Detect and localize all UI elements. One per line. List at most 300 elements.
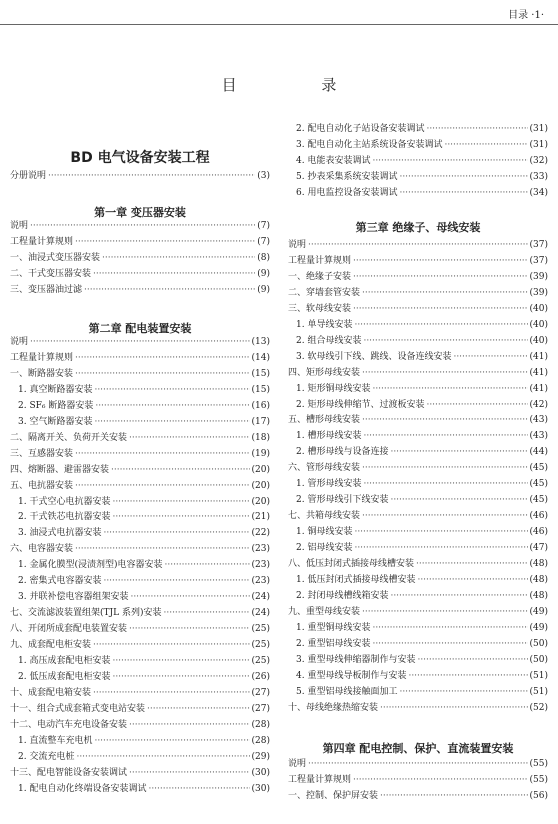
toc-page-number: (15) — [251, 368, 270, 379]
toc-page-number: (28) — [251, 719, 270, 730]
toc-entry-label: 3. 配电自动化主站系统设备安装调试 — [296, 139, 443, 150]
toc-page-number: (51) — [529, 686, 548, 697]
toc-entry-label: 九、成套配电柜安装 — [10, 640, 92, 651]
dot-leader — [30, 222, 255, 231]
toc-entry[interactable] — [10, 622, 270, 637]
toc-page-number: (40) — [529, 335, 548, 346]
toc-entry-label: 2. 低压成套配电柜安装 — [18, 671, 111, 682]
toc-entry-label: 四、矩形母线安装 — [288, 367, 361, 378]
toc-entry[interactable] — [288, 413, 548, 428]
dot-leader — [362, 369, 528, 378]
toc-entry-label: 二、隔离开关、负荷开关安装 — [10, 432, 128, 443]
toc-page-number: (7) — [257, 236, 270, 247]
toc-entry-label: 2. 密集式电容器安装 — [18, 576, 102, 587]
dot-leader — [363, 337, 527, 346]
dot-leader — [111, 466, 250, 475]
toc-entry-label: 2. SF₆ 断路器安装 — [18, 400, 94, 411]
toc-entry[interactable] — [10, 463, 270, 478]
toc-entry-label: 一、控制、保护屏安装 — [288, 790, 379, 801]
dot-leader — [354, 528, 527, 537]
toc-page-number: (45) — [529, 463, 548, 474]
toc-entry[interactable] — [288, 350, 548, 365]
toc-entry[interactable] — [288, 541, 548, 556]
toc-page-number: (46) — [529, 527, 548, 538]
toc-entry[interactable] — [10, 169, 270, 184]
dot-leader — [362, 512, 528, 521]
dot-leader — [129, 721, 250, 730]
dot-leader — [103, 577, 249, 586]
toc-entry[interactable] — [10, 574, 270, 589]
toc-page-number: (43) — [529, 415, 548, 426]
toc-entry[interactable] — [288, 122, 548, 137]
toc-entry-label: 1. 矩形铜母线安装 — [296, 383, 371, 394]
toc-page-number: (46) — [529, 511, 548, 522]
toc-entry-label: 2. 槽形母线与设备连接 — [296, 447, 389, 458]
toc-entry[interactable] — [10, 351, 270, 366]
toc-entry[interactable] — [288, 429, 548, 444]
toc-entry[interactable] — [288, 270, 548, 285]
toc-page-number: (51) — [529, 670, 548, 681]
toc-entry[interactable] — [288, 621, 548, 636]
dot-leader — [362, 289, 528, 298]
dot-leader — [94, 737, 249, 746]
toc-entry-label: 1. 低压封闭式插接母线槽安装 — [296, 574, 416, 585]
toc-entry-label: 2. 封闭母线槽线箱安装 — [296, 590, 389, 601]
toc-entry-label: 十、母线绝缘热缩安装 — [288, 702, 379, 713]
toc-page-number: (41) — [529, 383, 548, 394]
toc-page-number: (33) — [529, 171, 548, 182]
toc-entry-label: 九、重型母线安装 — [288, 606, 361, 617]
dot-leader — [112, 498, 249, 507]
toc-entry-label: 四、熔断器、避雷器安装 — [10, 464, 110, 475]
dot-leader — [75, 370, 250, 379]
dot-leader — [363, 432, 527, 441]
dot-leader — [390, 592, 527, 601]
toc-entry-label: 一、断路器安装 — [10, 368, 74, 379]
toc-page-number: (39) — [529, 271, 548, 282]
toc-page-number: (25) — [251, 656, 270, 666]
toc-entry-label: 八、开闭所成套配电装置安装 — [10, 624, 128, 635]
toc-page-number: (27) — [251, 687, 270, 698]
toc-page-number: (24) — [251, 608, 270, 619]
toc-entry-label: 分册说明 — [10, 171, 47, 181]
toc-page-number: (27) — [251, 703, 270, 714]
toc-entry[interactable] — [288, 557, 548, 572]
toc-entry[interactable] — [10, 251, 270, 266]
toc-page-number: (17) — [251, 416, 270, 427]
toc-page-number: (31) — [529, 124, 548, 134]
header-rule — [0, 24, 558, 25]
toc-entry-label: 3. 重型母线伸缩器制作与安装 — [296, 654, 416, 665]
dot-leader — [164, 561, 249, 570]
toc-entry-label: 2. 配电自动化子站设备安装调试 — [296, 124, 425, 134]
dot-leader — [380, 704, 528, 713]
dot-leader — [390, 448, 527, 457]
dot-leader — [399, 189, 527, 198]
toc-entry-label: 1. 管形母线安装 — [296, 479, 362, 490]
toc-entry[interactable] — [288, 589, 548, 604]
toc-entry-label: 1. 高压成套配电柜安装 — [18, 656, 111, 666]
toc-page-number: (43) — [529, 431, 548, 442]
dot-leader — [363, 480, 527, 489]
toc-entry[interactable] — [288, 605, 548, 620]
toc-entry[interactable] — [10, 590, 270, 605]
dot-leader — [308, 760, 528, 769]
toc-page-number: (55) — [529, 759, 548, 769]
dot-leader — [93, 641, 250, 650]
toc-entry-label: 4. 重型母线导板制作与安装 — [296, 670, 407, 681]
toc-page-number: (23) — [251, 544, 270, 555]
dot-leader — [30, 338, 250, 347]
dot-leader — [426, 125, 527, 134]
toc-page-number: (30) — [251, 767, 270, 778]
page-title: 目 录 — [221, 76, 377, 94]
toc-page-number: (37) — [529, 240, 548, 250]
toc-entry-label: 3. 并联补偿电容器组架安装 — [18, 592, 129, 603]
dot-leader — [148, 785, 249, 794]
toc-entry[interactable] — [10, 283, 270, 298]
dot-leader — [308, 241, 528, 250]
dot-leader — [163, 609, 249, 618]
toc-entry[interactable] — [10, 235, 270, 250]
toc-page-number: (52) — [529, 702, 548, 713]
toc-entry[interactable] — [10, 367, 270, 382]
dot-leader — [93, 689, 250, 698]
chapter-heading: 第四章 配电控制、保护、直流装置安装 — [322, 742, 514, 755]
dot-leader — [353, 305, 528, 314]
toc-page-number: (24) — [251, 592, 270, 603]
dot-leader — [48, 172, 255, 181]
toc-entry[interactable] — [10, 415, 270, 430]
chapter-heading: 第三章 绝缘子、母线安装 — [355, 221, 481, 234]
toc-page-number: (34) — [529, 187, 548, 198]
toc-page-number: (28) — [251, 735, 270, 746]
toc-entry[interactable] — [288, 366, 548, 381]
toc-entry-label: 1. 铜母线安装 — [296, 527, 353, 538]
dot-leader — [102, 254, 255, 263]
toc-page-number: (48) — [529, 590, 548, 601]
toc-entry[interactable] — [10, 606, 270, 621]
toc-entry[interactable] — [288, 789, 548, 804]
dot-leader — [416, 560, 528, 569]
toc-entry[interactable] — [288, 461, 548, 476]
toc-page-number: (19) — [251, 448, 270, 459]
toc-entry[interactable] — [288, 477, 548, 492]
toc-entry-label: 3. 软母线引下线、跳线、设备连线安装 — [296, 351, 452, 362]
toc-entry[interactable] — [288, 637, 548, 652]
toc-page-number: (42) — [529, 399, 548, 410]
toc-entry-label: 5. 抄表采集系统安装调试 — [296, 171, 398, 182]
toc-entry-label: 说明 — [10, 221, 29, 231]
toc-entry[interactable] — [288, 757, 548, 772]
toc-page-number: (39) — [529, 287, 548, 298]
toc-page-number: (25) — [251, 624, 270, 635]
dot-leader — [426, 401, 527, 410]
toc-page-number: (9) — [257, 268, 270, 279]
toc-entry[interactable] — [288, 318, 548, 333]
toc-entry-label: 2. 重型铝母线安装 — [296, 638, 371, 649]
toc-entry[interactable] — [288, 573, 548, 588]
dot-leader — [94, 418, 249, 427]
toc-page-number: (23) — [251, 576, 270, 587]
dot-leader — [380, 792, 528, 801]
toc-entry[interactable] — [10, 219, 270, 234]
toc-entry[interactable] — [288, 509, 548, 524]
toc-entry-label: 1. 配电自动化终端设备安装调试 — [18, 783, 147, 794]
toc-page-number: (15) — [251, 384, 270, 395]
toc-entry-label: 十三、配电智能设备安装调试 — [10, 767, 128, 778]
toc-entry-label: 十二、电动汽车充电设备安装 — [10, 719, 128, 730]
toc-entry-label: 六、电容器安装 — [10, 544, 74, 555]
toc-page-number: (14) — [251, 352, 270, 363]
toc-entry-label: 2. 交流充电桩 — [18, 751, 75, 762]
toc-page-number: (29) — [251, 751, 270, 762]
dot-leader — [372, 640, 527, 649]
toc-entry-label: 五、电抗器安装 — [10, 480, 74, 491]
dot-leader — [112, 513, 249, 522]
toc-entry[interactable] — [10, 654, 270, 669]
toc-page-number: (23) — [251, 560, 270, 571]
dot-leader — [112, 657, 249, 666]
chapter-heading: 第一章 变压器安装 — [94, 206, 186, 219]
toc-entry[interactable] — [10, 399, 270, 414]
toc-entry-label: 3. 空气断路器安装 — [18, 416, 93, 427]
dot-leader — [95, 402, 249, 411]
toc-entry-label: 2. 组合母线安装 — [296, 335, 362, 346]
toc-entry[interactable] — [10, 431, 270, 446]
toc-entry-label: 三、互感器安装 — [10, 448, 74, 459]
toc-page-number: (44) — [529, 447, 548, 458]
toc-entry[interactable] — [10, 510, 270, 525]
toc-page-number: (41) — [529, 351, 548, 362]
toc-entry-label: 1. 干式空心电抗器安装 — [18, 496, 111, 507]
dot-leader — [76, 753, 249, 762]
toc-entry[interactable] — [10, 734, 270, 749]
dot-leader — [399, 688, 527, 697]
toc-page-number: (3) — [257, 171, 270, 181]
toc-entry-label: 说明 — [288, 240, 307, 250]
toc-entry[interactable] — [10, 638, 270, 653]
toc-entry[interactable] — [10, 782, 270, 797]
dot-leader — [103, 529, 249, 538]
dot-leader — [372, 385, 527, 394]
toc-entry[interactable] — [10, 479, 270, 494]
toc-entry[interactable] — [288, 382, 548, 397]
toc-page-number: (49) — [529, 622, 548, 633]
toc-entry-label: 工程量计算规则 — [288, 774, 352, 785]
toc-entry[interactable] — [288, 525, 548, 540]
toc-entry-label: 七、共箱母线安装 — [288, 511, 361, 522]
toc-page-number: (7) — [257, 221, 270, 231]
toc-page-number: (49) — [529, 606, 548, 617]
running-header: 目录 ·1· — [508, 10, 544, 21]
toc-entry[interactable] — [10, 335, 270, 350]
toc-entry[interactable] — [10, 718, 270, 733]
toc-entry-label: 2. 矩形母线伸缩节、过渡板安装 — [296, 399, 425, 410]
dot-leader — [130, 593, 249, 602]
toc-page-number: (32) — [529, 155, 548, 166]
toc-page-number: (21) — [251, 512, 270, 523]
toc-entry-label: 十、成套配电箱安装 — [10, 687, 92, 698]
toc-entry[interactable] — [288, 334, 548, 349]
toc-page-number: (41) — [529, 367, 548, 378]
toc-page-number: (40) — [529, 303, 548, 314]
toc-entry[interactable] — [288, 254, 548, 269]
toc-entry-label: 工程量计算规则 — [10, 236, 74, 247]
dot-leader — [372, 157, 527, 166]
toc-entry[interactable] — [10, 383, 270, 398]
toc-entry[interactable] — [10, 766, 270, 781]
toc-page-number: (50) — [529, 638, 548, 649]
toc-entry[interactable] — [10, 526, 270, 541]
dot-leader — [93, 270, 255, 279]
toc-entry-label: 1. 直流整车充电机 — [18, 735, 93, 746]
toc-entry-label: 三、软母线安装 — [288, 303, 352, 314]
toc-entry-label: 2. 管形母线引下线安装 — [296, 495, 389, 506]
toc-entry[interactable] — [10, 447, 270, 462]
toc-page-number: (50) — [529, 654, 548, 665]
dot-leader — [112, 673, 249, 682]
toc-entry-label: 1. 真空断路器安装 — [18, 384, 93, 395]
toc-entry[interactable] — [10, 558, 270, 573]
toc-entry-label: 二、穿墙套管安装 — [288, 287, 361, 298]
toc-page-number: (56) — [529, 790, 548, 801]
dot-leader — [129, 769, 250, 778]
dot-leader — [417, 576, 527, 585]
toc-entry[interactable] — [288, 138, 548, 153]
dot-leader — [408, 672, 527, 681]
toc-entry-label: 六、管形母线安装 — [288, 463, 361, 474]
toc-entry-label: 1. 单导线安装 — [296, 319, 353, 330]
toc-page-number: (47) — [529, 543, 548, 554]
toc-entry-label: 三、变压器油过滤 — [10, 284, 83, 295]
dot-leader — [399, 173, 527, 182]
dot-leader — [390, 496, 527, 505]
toc-entry[interactable] — [10, 495, 270, 510]
toc-entry[interactable] — [288, 701, 548, 716]
toc-entry[interactable] — [10, 686, 270, 701]
dot-leader — [444, 141, 527, 150]
toc-entry-label: 3. 油浸式电抗器安装 — [18, 528, 102, 539]
toc-page-number: (48) — [529, 574, 548, 585]
toc-page-number: (37) — [529, 255, 548, 266]
dot-leader — [353, 257, 528, 266]
dot-leader — [354, 321, 527, 330]
toc-entry-label: 1. 重型铜母线安装 — [296, 622, 371, 633]
toc-entry[interactable] — [288, 685, 548, 700]
dot-leader — [84, 286, 255, 295]
dot-leader — [75, 450, 250, 459]
toc-page-number: (25) — [251, 640, 270, 651]
dot-leader — [75, 545, 250, 554]
dot-leader — [353, 776, 528, 785]
toc-page-number: (26) — [251, 671, 270, 682]
toc-entry-label: 五、槽形母线安装 — [288, 415, 361, 426]
toc-page-number: (30) — [251, 783, 270, 794]
toc-entry[interactable] — [10, 750, 270, 765]
toc-entry[interactable] — [288, 773, 548, 788]
dot-leader — [75, 482, 250, 491]
toc-page-number: (48) — [529, 559, 548, 569]
dot-leader — [362, 416, 528, 425]
toc-entry[interactable] — [288, 154, 548, 169]
dot-leader — [362, 608, 528, 617]
toc-page-number: (16) — [251, 400, 270, 411]
dot-leader — [353, 273, 528, 282]
toc-entry-label: 一、绝缘子安装 — [288, 271, 352, 282]
dot-leader — [453, 353, 527, 362]
toc-page-number: (55) — [529, 774, 548, 785]
toc-entry[interactable] — [288, 170, 548, 185]
dot-leader — [417, 656, 527, 665]
toc-entry-label: 5. 重型铝母线接触面加工 — [296, 686, 398, 697]
toc-entry[interactable] — [288, 286, 548, 301]
toc-page-number: (8) — [257, 252, 270, 263]
toc-entry[interactable] — [288, 653, 548, 668]
dot-leader — [75, 238, 255, 247]
dot-leader — [354, 544, 527, 553]
toc-entry[interactable] — [10, 267, 270, 282]
toc-entry-label: 八、低压封闭式插接母线槽安装 — [288, 559, 415, 569]
toc-entry[interactable] — [10, 670, 270, 685]
dot-leader — [362, 464, 528, 473]
toc-entry[interactable] — [10, 702, 270, 717]
dot-leader — [147, 705, 250, 714]
toc-page-number: (13) — [251, 337, 270, 347]
toc-page-number: (40) — [529, 319, 548, 330]
toc-entry-label: 七、交流滤波装置组架(TJL 系列)安装 — [10, 608, 162, 619]
part-title: BD 电气设备安装工程 — [70, 150, 210, 166]
toc-entry-label: 4. 电能表安装调试 — [296, 155, 371, 166]
toc-page-number: (45) — [529, 479, 548, 490]
dot-leader — [75, 354, 250, 363]
toc-page-number: (45) — [529, 495, 548, 506]
chapter-heading: 第二章 配电装置安装 — [88, 322, 192, 335]
toc-page-number: (18) — [251, 432, 270, 443]
toc-entry-label: 1. 槽形母线安装 — [296, 431, 362, 442]
toc-page-number: (20) — [251, 496, 270, 507]
toc-entry[interactable] — [288, 493, 548, 508]
toc-entry[interactable] — [288, 302, 548, 317]
toc-page-number: (31) — [529, 139, 548, 150]
toc-entry[interactable] — [288, 445, 548, 460]
toc-entry-label: 2. 干式铁芯电抗器安装 — [18, 512, 111, 523]
toc-page-number: (9) — [257, 284, 270, 295]
toc-entry[interactable] — [10, 542, 270, 557]
dot-leader — [129, 625, 250, 634]
dot-leader — [372, 624, 527, 633]
toc-entry[interactable] — [288, 398, 548, 413]
toc-entry-label: 二、干式变压器安装 — [10, 268, 92, 279]
toc-entry[interactable] — [288, 186, 548, 201]
dot-leader — [129, 434, 250, 443]
toc-entry-label: 说明 — [10, 337, 29, 347]
toc-page-number: (22) — [251, 528, 270, 539]
toc-entry-label: 说明 — [288, 759, 307, 769]
toc-entry-label: 工程量计算规则 — [288, 255, 352, 266]
toc-entry[interactable] — [288, 238, 548, 253]
toc-entry-label: 一、油浸式变压器安装 — [10, 252, 101, 263]
toc-entry-label: 1. 金属化膜型(浸渍剂型)电容器安装 — [18, 560, 163, 571]
toc-entry-label: 6. 用电监控设备安装调试 — [296, 187, 398, 198]
dot-leader — [94, 386, 249, 395]
toc-page-number: (20) — [251, 464, 270, 475]
toc-entry-label: 2. 铝母线安装 — [296, 543, 353, 554]
toc-entry[interactable] — [288, 669, 548, 684]
toc-page-number: (20) — [251, 480, 270, 491]
toc-entry-label: 十一、组合式成套箱式变电站安装 — [10, 703, 146, 714]
toc-entry-label: 工程量计算规则 — [10, 352, 74, 363]
